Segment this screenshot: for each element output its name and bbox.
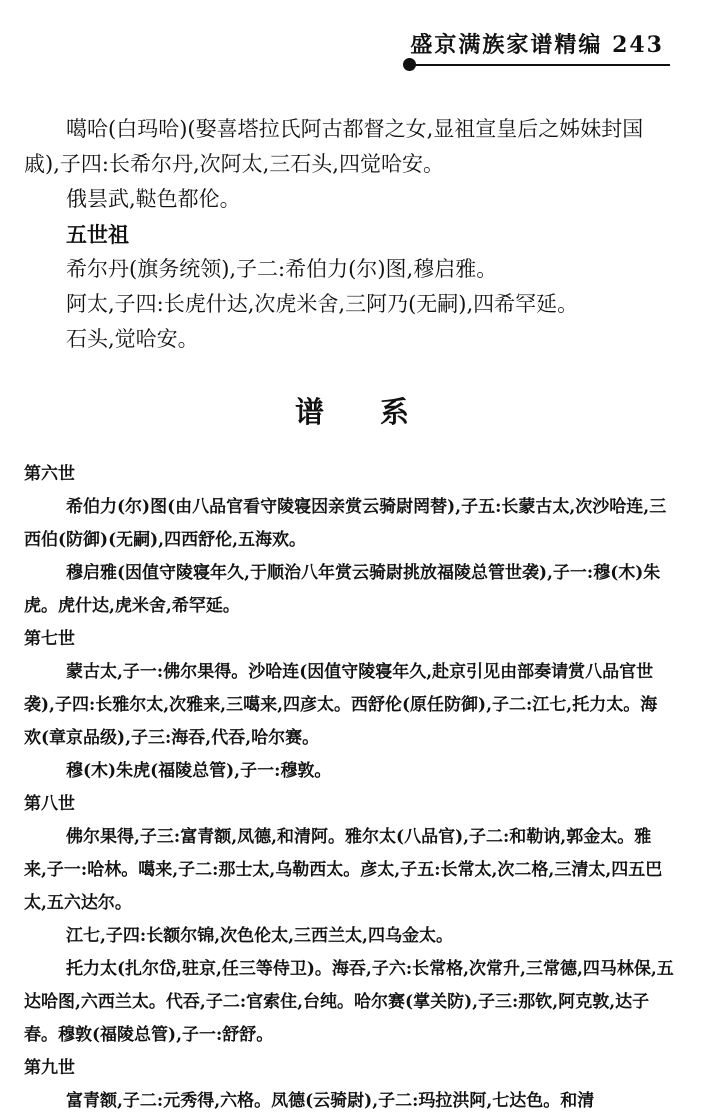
paragraph-tuolitai: 托力太(扎尔岱,驻京,任三等侍卫)。海吞,子六:长常格,次常升,三常德,四马林保,五达哈图,六西兰太。代吞,子二:官索住,台纯。哈尔赛(掌关防),子三:那钦,阿克敦,达子春。穆敦(福陵总管),子一:舒舒。 <box>24 959 674 1045</box>
heading-fifth-generation-ancestor: 五世祖 <box>66 222 129 247</box>
paragraph-muqiya: 穆启雅(因值守陵寝年久,于顺治八年赏云骑尉挑放福陵总管世袭),子一:穆(木)朱虎。虎什达,虎米舍,希罕延。 <box>24 563 661 616</box>
paragraph-foerguode: 佛尔果得,子三:富青额,凤德,和清阿。雅尔太(八品官),子二:和勒讷,郭金太。雅来,子一:哈林。噶来,子二:那士太,乌勒西太。彦太,子五:长常太,次二格,三清太,四五巴太,五六达尔。 <box>24 827 663 913</box>
paragraph-shitou: 石头,觉哈安。 <box>66 327 199 351</box>
section-title: 谱系 <box>294 395 465 429</box>
intro-section <box>24 112 674 357</box>
genealogy-section <box>24 458 674 1118</box>
heading-seventh-generation: 第七世 <box>24 629 75 649</box>
paragraph-gaha: 噶哈(白玛哈)(娶喜塔拉氏阿古都督之女,显祖宣皇后之姊妹封国戚),子四:长希尔丹,次阿太,三石头,四觉哈安。 <box>24 117 644 176</box>
paragraph-eyunwu: 俄昙武,鞑色都伦。 <box>66 187 241 211</box>
paragraph-atai: 阿太,子四:长虎什达,次虎米舍,三阿乃(无嗣),四希罕延。 <box>66 292 579 316</box>
heading-ninth-generation: 第九世 <box>24 1058 75 1078</box>
paragraph-xiboli: 希伯力(尔)图(由八品官看守陵寝因亲赏云骑尉罔替),子五:长蒙古太,次沙哈连,三西伯(防御)(无嗣),四西舒伦,五海欢。 <box>24 497 667 550</box>
heading-sixth-generation: 第六世 <box>24 464 75 484</box>
paragraph-jiangqi: 江七,子四:长额尔锦,次色伦太,三西兰太,四乌金太。 <box>66 926 453 946</box>
header-title: 盛京满族家谱精编 243 <box>410 32 664 58</box>
header-rule <box>410 64 670 66</box>
paragraph-muzhuhu: 穆(木)朱虎(福陵总管),子一:穆敦。 <box>66 761 332 781</box>
paragraph-fuqinge: 富青额,子二:元秀得,六格。凤德(云骑尉),子二:玛拉洪阿,七达色。和清 <box>66 1091 595 1111</box>
heading-eighth-generation: 第八世 <box>24 794 75 814</box>
paragraph-menggutai: 蒙古太,子一:佛尔果得。沙哈连(因值守陵寝年久,赴京引见由部奏请赏八品官世袭),子四:长雅尔太,次雅来,三噶来,四彦太。西舒伦(原任防御),子二:江七,托力太。海欢(章京品级),子三:海吞,代吞,哈尔赛。 <box>24 662 658 748</box>
paragraph-xierdan: 希尔丹(旗务统领),子二:希伯力(尔)图,穆启雅。 <box>66 257 498 281</box>
